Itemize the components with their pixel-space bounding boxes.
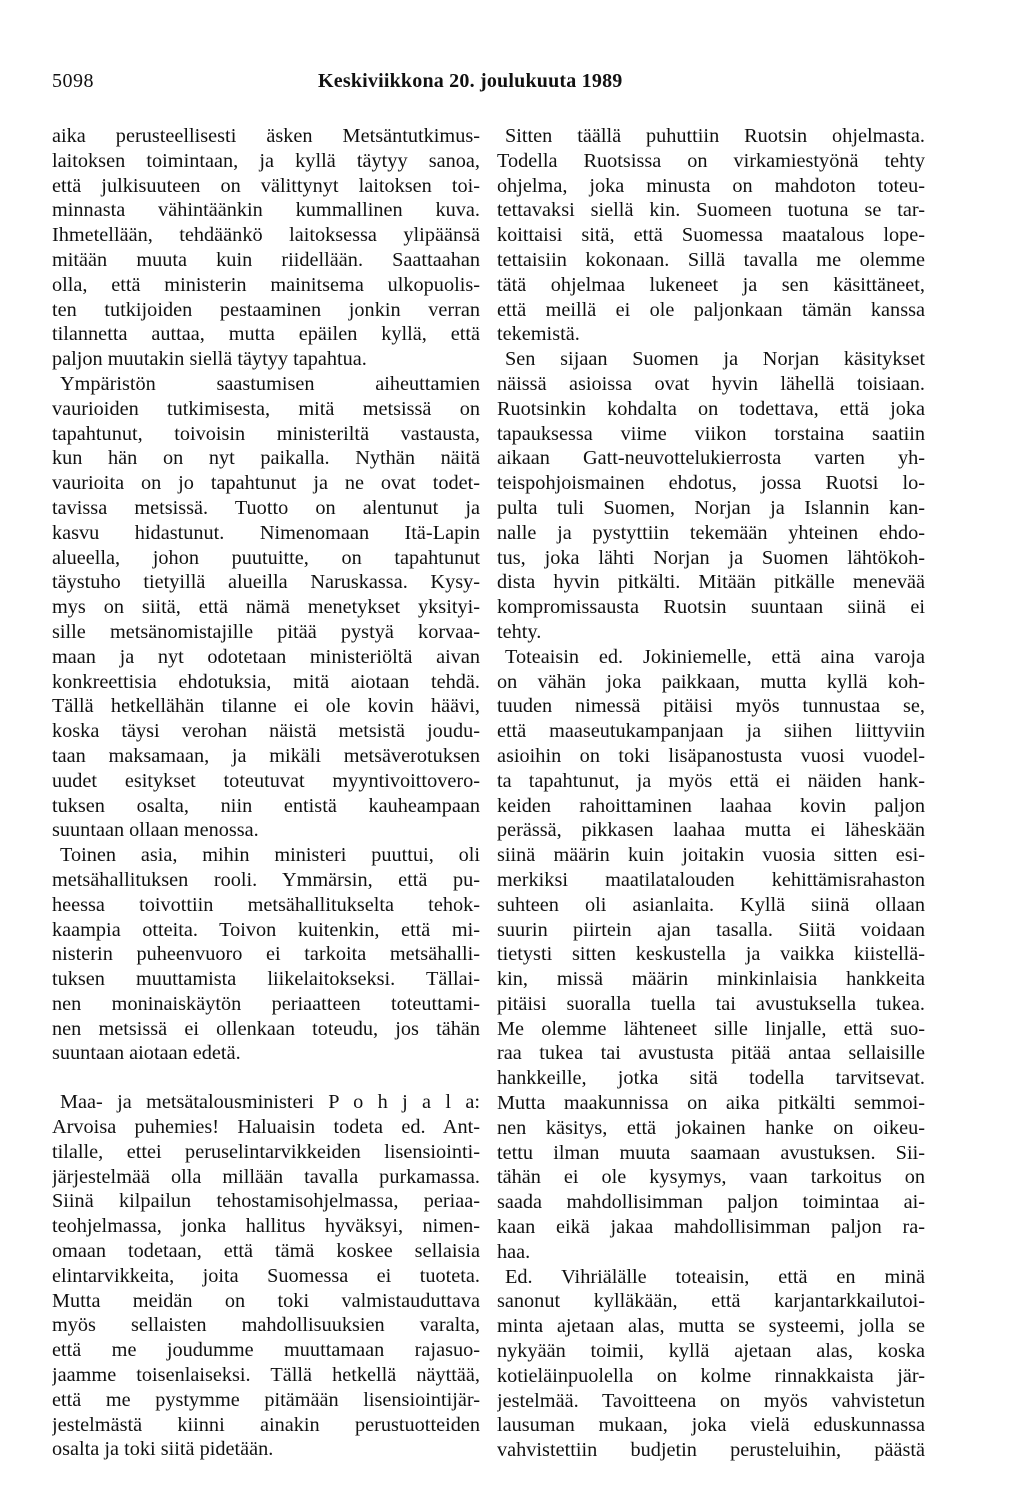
text-line: osalta ja toki siitä pidetään. — [52, 1438, 274, 1461]
text-line: teohjelmassa, jonka hallitus hyväksyi, nimen- — [52, 1215, 480, 1238]
text-line: aika perusteellisesti äsken Metsäntutkimus- — [52, 125, 480, 147]
text-line: tettavaksi siellä kin. Suomeen tuotuna se tar- — [497, 199, 925, 222]
text-line: mys on siitä, että nämä menetykset yksityi- — [52, 596, 480, 619]
text-line: Mutta maakunnissa on aika pitkälti semmoi- — [497, 1092, 925, 1115]
text-line: vaurioita on jo tapahtunut ja ne ovat todet- — [52, 472, 480, 495]
text-line: Ed. Vihriälälle toteaisin, että en minä — [505, 1265, 925, 1288]
text-line: nalle ja pystyttiin tekemään yhteinen ehdo- — [497, 521, 925, 544]
text-line: Ympäristön saastumisen aiheuttamien — [60, 372, 480, 395]
text-line: mitään muuta kuin riidellään. Saattaahan — [52, 248, 480, 271]
text-line: kun hän on nyt paikalla. Nythän näitä — [52, 447, 480, 470]
page-header — [52, 70, 972, 98]
text-line: koittaisi sitä, että Suomessa maatalous lope- — [497, 224, 925, 247]
text-line: suurin piirtein ajan tasalla. Siitä voidaan — [497, 918, 925, 941]
text-line: Sen sijaan Suomen ja Norjan käsitykset — [505, 348, 925, 371]
text-line: Ihmetellään, tehdäänkö laitoksessa ylipäänsä — [52, 224, 480, 247]
text-line: että me joudumme muuttamaan rajasuo- — [52, 1339, 480, 1362]
text-line: alueella, johon puutuitte, on tapahtunut — [52, 546, 480, 569]
text-line: tätä ohjelmaa lukeneet ja sen käsittäneet, — [497, 273, 925, 296]
text-line: Mutta meidän on toki valmistauduttava — [52, 1289, 480, 1312]
text-line: ohjelma, joka minusta on mahdoton toteu- — [497, 174, 925, 197]
text-line: asioihin on toki lisäpanostusta vuosi vuodel- — [497, 744, 925, 767]
text-line: tuuden nimessä pitäisi myös tunnustaa se, — [497, 695, 925, 718]
text-line: dista hyvin pitkälti. Mitään pitkälle menevää — [497, 571, 925, 594]
text-line: koska täysi verohan näistä metsistä joudu- — [52, 720, 480, 743]
text-line: hankkeille, jotka sitä todella tarvitsevat. — [497, 1067, 925, 1090]
text-line: Me olemme lähteneet sille linjalle, että suo- — [497, 1017, 925, 1040]
text-line: että maaseutukampanjaan ja siihen liittyviin — [497, 720, 925, 743]
text-line: järjestelmää olla millään tavalla purkamassa. — [52, 1165, 480, 1188]
text-line: vahvistettiin budjetin perusteluihin, päästä — [497, 1439, 925, 1462]
text-line: olla, että ministerin mainitsema ulkopuolis- — [52, 273, 480, 296]
text-line: Toinen asia, mihin ministeri puuttui, oli — [60, 844, 480, 867]
text-line: siinä määrin kuin joitakin vuosia sitten esi- — [497, 844, 925, 867]
text-line: Maa- ja metsätalousministeri P o h j a l a: — [60, 1091, 480, 1114]
text-line: nykyään toimii, kyllä ajetaan alas, koska — [497, 1340, 925, 1363]
paragraph-gap — [52, 1066, 480, 1090]
text-line: tapauksessa viime viikon torstaina saatiin — [497, 422, 925, 445]
text-line: merkiksi maatilatalouden kehittämisrahaston — [497, 868, 925, 891]
text-line: kaan eikä jakaa mahdollisimman paljon ra- — [497, 1216, 925, 1239]
text-line: vaurioiden tutkimisesta, mitä metsissä on — [52, 397, 480, 420]
text-line: perässä, pikkasen laahaa mutta ei läheskään — [497, 819, 925, 842]
page-number: 5098 — [52, 70, 94, 92]
text-line: suuntaan aiotaan edetä. — [52, 1042, 241, 1065]
text-line: että julkisuuteen on välittynyt laitoksen toi- — [52, 174, 480, 197]
text-line: tilannetta auttaa, mutta epäilen kyllä, että — [52, 323, 480, 346]
text-line: kaampia otteita. Toivon kuitenkin, että mi- — [52, 918, 480, 941]
text-line: jaamme toisenlaiseksi. Tällä hetkellä näyttää, — [52, 1364, 480, 1387]
text-line: kasvu hidastunut. Nimenomaan Itä-Lapin — [52, 521, 480, 544]
text-line: kompromissausta Ruotsin suuntaan siinä ei — [497, 596, 925, 619]
text-line: jestelmää. Tavoitteena on myös vahvistetun — [497, 1389, 925, 1412]
text-line: laitoksen toimintaan, ja kyllä täytyy sanoa, — [52, 149, 480, 172]
text-line: ten tutkijoiden pestaaminen jonkin verran — [52, 298, 480, 321]
text-line: on vähän joka paikkaan, mutta kyllä koh- — [497, 670, 925, 693]
text-line: pitäisi suoralla tuella tai avustuksella tukea. — [497, 992, 925, 1015]
text-line: tettu ilman muuta saamaan avustuksen. Sii- — [497, 1141, 925, 1164]
text-line: omaan todetaan, että tämä koskee sellaisia — [52, 1240, 480, 1263]
text-line: jestelmästä kiinni ainakin perustuotteiden — [52, 1413, 480, 1436]
text-line: Todella Ruotsissa on virkamiestyönä tehty — [497, 149, 925, 172]
text-line: saada mahdollisimman paljon toimintaa ai- — [497, 1191, 925, 1214]
text-line: teispohjoismainen ehdotus, jossa Ruotsi lo- — [497, 472, 925, 495]
left-column — [52, 124, 480, 1462]
text-line: tehty. — [497, 620, 542, 643]
text-line: haa. — [497, 1240, 531, 1263]
text-line: ta tapahtunut, ja myös että ei näiden hank- — [497, 769, 925, 792]
text-line: tapahtunut, toivoisin ministeriltä vastausta, — [52, 422, 480, 445]
text-line: nen käsitys, että jokainen hanke on oikeu- — [497, 1116, 925, 1139]
text-line: täystuho tietyillä alueilla Naruskassa. Kysy- — [52, 571, 480, 594]
text-line: Toteaisin ed. Jokiniemelle, että aina varoja — [505, 645, 925, 668]
text-line: tuksen muuttamista liikelaitokseksi. Tällai- — [52, 968, 480, 991]
text-line: Tällä hetkellähän tilanne ei ole kovin häävi, — [52, 695, 480, 718]
text-line: suhteen oli asianlaita. Kyllä siinä ollaan — [497, 893, 925, 916]
text-line: näissä asioissa ovat hyvin lähellä toisiaan. — [497, 372, 925, 395]
text-line: nisterin puheenvuoro ei tarkoita metsähalli- — [52, 943, 480, 966]
text-line: tilalle, ettei peruselintarvikkeiden lisensiointi- — [52, 1140, 480, 1163]
text-line: että me pystymme pitämään lisensiointijär- — [52, 1388, 480, 1411]
text-line: tus, joka lähti Norjan ja Suomen lähtökoh- — [497, 546, 925, 569]
text-line: taan maksamaan, ja mikäli metsäverotuksen — [52, 744, 480, 767]
text-line: konkreettisia ehdotuksia, mitä aiotaan tehdä. — [52, 670, 480, 693]
text-line: sanonut kylläkään, että karjantarkkailutoi- — [497, 1290, 925, 1313]
text-line: nen metsissä ei ollenkaan toteudu, jos tähän — [52, 1017, 480, 1040]
text-line: heessa toivottiin metsähallitukselta tehok- — [52, 893, 480, 916]
text-line: kin, missä määrin minkinlaisia hankkeita — [497, 968, 925, 991]
text-line: Ruotsinkin kohdalta on todettava, että joka — [497, 397, 925, 420]
text-line: että meillä ei ole paljonkaan tämän kanssa — [497, 298, 925, 321]
text-line: tekemistä. — [497, 323, 580, 346]
text-line: maan ja nyt odotetaan ministeriöltä aivan — [52, 645, 480, 668]
text-line: tähän ei ole kysymys, vaan tarkoitus on — [497, 1166, 925, 1189]
text-line: suuntaan ollaan menossa. — [52, 819, 259, 842]
text-line: tietysti sitten keskustella ja vaikka kiistellä- — [497, 943, 925, 966]
text-line: tuksen osalta, niin entistä kauheampaan — [52, 794, 480, 817]
text-line: uudet esitykset toteutuvat myyntivoittovero- — [52, 769, 480, 792]
text-line: lausuman mukaan, joka vielä eduskunnassa — [497, 1414, 925, 1437]
text-line: Sitten täällä puhuttiin Ruotsin ohjelmasta. — [505, 125, 925, 147]
text-line: elintarvikkeita, joita Suomessa ei tuoteta. — [52, 1264, 480, 1287]
text-line: myös sellaisten mahdollisuuksien varalta, — [52, 1314, 480, 1337]
text-line: minnasta vähintäänkin kummallinen kuva. — [52, 199, 480, 222]
text-line: kotieläinpuolella on kolme rinnakkaista jär- — [497, 1364, 925, 1387]
text-line: minta ajetaan alas, mutta se systeemi, jolla se — [497, 1315, 925, 1338]
running-head: Keskiviikkona 20. joulukuuta 1989 — [318, 70, 623, 92]
text-line: metsähallituksen rooli. Ymmärsin, että pu- — [52, 868, 480, 891]
text-line: sille metsänomistajille pitää pystyä korvaa- — [52, 620, 480, 643]
text-line: tavissa metsissä. Tuotto on alentunut ja — [52, 496, 480, 519]
right-column — [497, 124, 925, 1463]
text-line: pulta tuli Suomen, Norjan ja Islannin kan- — [497, 496, 925, 519]
text-line: paljon muutakin siellä täytyy tapahtua. — [52, 348, 367, 371]
text-line: raa tukea tai avustusta pitää antaa sellaisille — [497, 1042, 925, 1065]
text-line: nen moninaiskäytön periaatteen toteuttami- — [52, 992, 480, 1015]
text-line: aikaan Gatt-neuvottelukierrosta varten yh- — [497, 447, 925, 470]
text-line: Siinä kilpailun tehostamisohjelmassa, periaa- — [52, 1190, 480, 1213]
text-line: keiden rahoittaminen laahaa kovin paljon — [497, 794, 925, 817]
text-line: Arvoisa puhemies! Haluaisin todeta ed. Ant- — [52, 1116, 480, 1139]
text-line: tettaisiin kokonaan. Sillä tavalla me olemme — [497, 248, 925, 271]
